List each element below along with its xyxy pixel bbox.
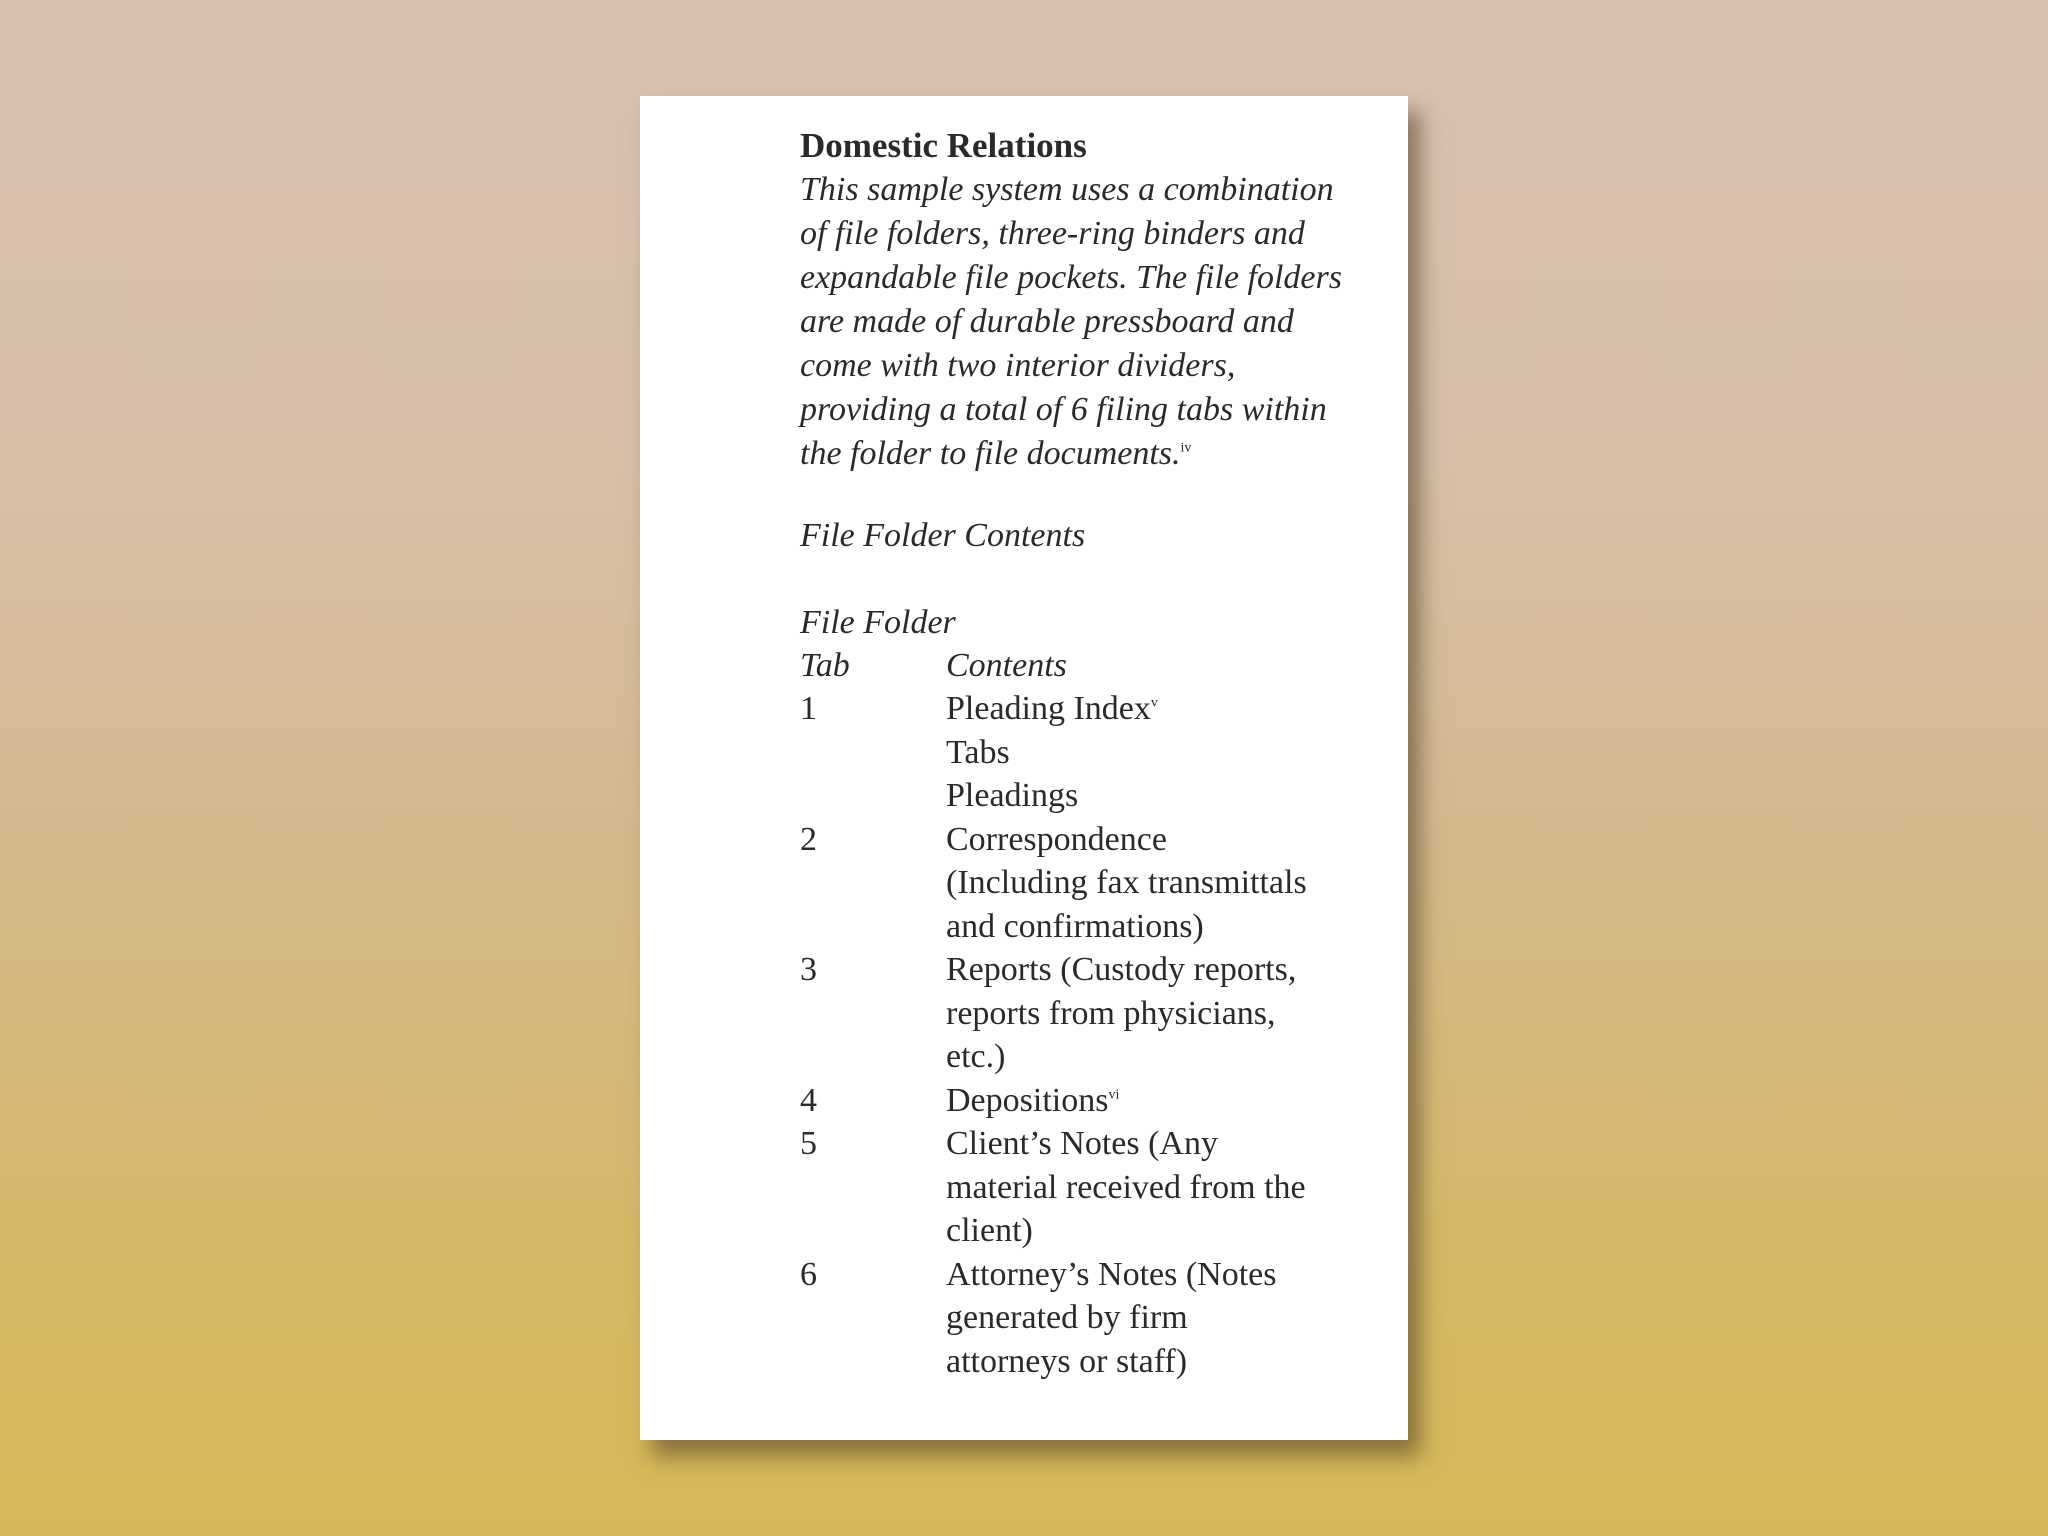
contents-line: and confirmations) — [946, 907, 1204, 945]
tab-contents — [946, 1122, 1370, 1253]
tab-contents — [946, 1079, 1370, 1123]
contents-line: material received from the — [946, 1168, 1306, 1206]
table-row — [800, 818, 1370, 949]
table-row — [800, 1253, 1370, 1384]
header-file-folder: File Folder — [800, 604, 956, 641]
contents-line: (Including fax transmittals — [946, 864, 1307, 901]
table-header-line-2 — [800, 644, 1370, 687]
footnote-ref: vi — [1108, 1087, 1120, 1103]
intro-text: This sample system uses a combination of file folders, three-ring binders and expandable file pockets. The file folders are made of durable pressboard and come with two interior dividers, providing a total of 6 filing tabs within the folder to file documents. — [800, 171, 1342, 472]
contents-line: Tabs — [946, 733, 1010, 771]
table-row — [800, 948, 1370, 1079]
tab-contents — [946, 818, 1370, 949]
tab-number: 2 — [800, 820, 817, 858]
contents-line: client) — [946, 1212, 1033, 1249]
table-header-line-1 — [800, 601, 1370, 644]
header-tab: Tab — [800, 647, 850, 684]
tab-number: 3 — [800, 951, 817, 988]
contents-line: Reports (Custody reports, — [946, 951, 1297, 988]
tab-number: 4 — [800, 1081, 817, 1119]
file-folder-contents-title: File Folder Contents — [800, 517, 1086, 554]
tab-contents — [946, 1253, 1370, 1384]
table-row — [800, 687, 1370, 818]
contents-line: Attorney’s Notes (Notes — [946, 1255, 1277, 1293]
contents-line: reports from physicians, — [946, 994, 1276, 1032]
tab-contents — [946, 687, 1370, 818]
contents-line-text: Depositions — [946, 1081, 1109, 1119]
table-row — [800, 1122, 1370, 1253]
table-row — [800, 1079, 1370, 1123]
contents-line: generated by firm — [946, 1299, 1188, 1336]
contents-line — [946, 687, 1370, 731]
contents-line-text: Pleading Index — [946, 690, 1151, 727]
contents-line — [946, 1079, 1370, 1123]
document-content — [800, 124, 1370, 1383]
contents-line: attorneys or staff) — [946, 1342, 1188, 1380]
contents-line: Correspondence — [946, 820, 1167, 858]
header-contents: Contents — [946, 647, 1067, 684]
contents-line: etc.) — [946, 1038, 1006, 1075]
footnote-ref: v — [1150, 695, 1158, 711]
footnote-ref: iv — [1180, 440, 1192, 456]
tab-number: 5 — [800, 1125, 817, 1162]
contents-line: Pleadings — [946, 777, 1079, 814]
contents-table — [800, 601, 1370, 1383]
intro-paragraph — [800, 168, 1360, 476]
tab-number: 6 — [800, 1255, 817, 1293]
tab-number: 1 — [800, 690, 817, 727]
tab-contents — [946, 948, 1370, 1079]
document-page — [640, 96, 1408, 1440]
section-heading: Domestic Relations — [800, 126, 1087, 165]
contents-line: Client’s Notes (Any — [946, 1125, 1218, 1162]
